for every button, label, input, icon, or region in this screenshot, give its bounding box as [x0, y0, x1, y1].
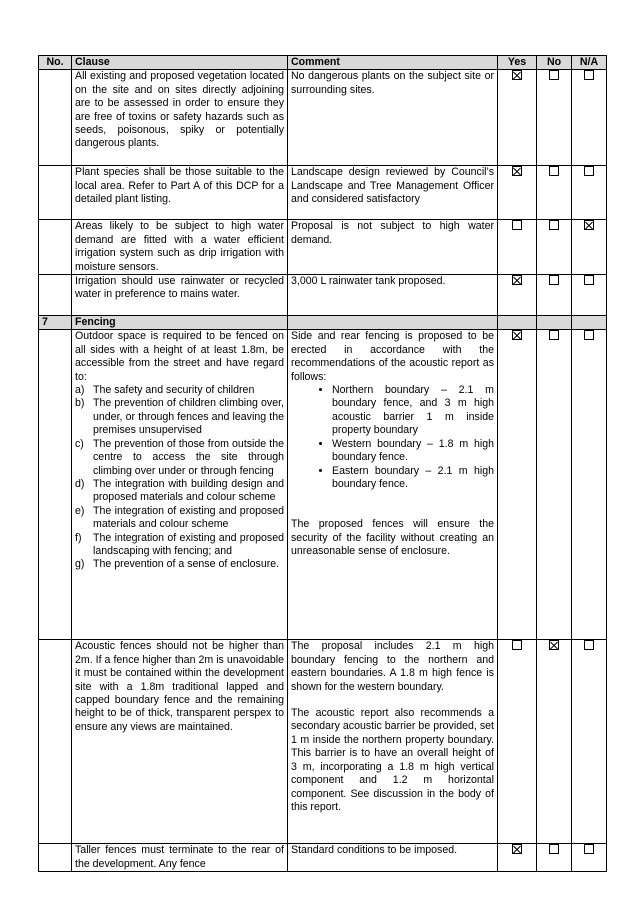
row-number [39, 166, 72, 220]
table-row [39, 330, 607, 640]
no-cell [537, 330, 572, 640]
comment-intro: Side and rear fencing is proposed to be erected in accordance with the recommendations of the acoustic report as follows: [291, 330, 494, 383]
list-item: d) The integration with building design and proposed materials and colour scheme [75, 477, 284, 504]
no-checkbox[interactable] [549, 844, 559, 854]
na-cell [572, 275, 607, 316]
yes-cell [498, 220, 537, 275]
list-item: • Western boundary – 1.8 m high boundary fence. [332, 438, 494, 465]
comment-paragraph: The proposal includes 2.1 m high boundary fencing to the northern and eastern boundaries. A 1.8 m high fence is shown for the western boundary. [291, 640, 494, 693]
row-number [39, 275, 72, 316]
table-row [39, 166, 607, 220]
na-cell [572, 166, 607, 220]
na-checkbox[interactable] [584, 844, 594, 854]
clause-cell: Areas likely to be subject to high water demand are fitted with a water efficient irrigation system such as drip irrigation with moisture sensors. [72, 220, 288, 275]
yes-checkbox[interactable] [512, 166, 522, 176]
yes-cell [498, 70, 537, 166]
yes-cell [498, 275, 537, 316]
clause-intro: Outdoor space is required to be fenced on all sides with a height of at least 1.8m, be accessible from the street and have regard to: [75, 330, 284, 383]
section-row [39, 316, 607, 330]
clause-cell: Plant species shall be those suitable to the local area. Refer to Part A of this DCP for a detailed plant listing. [72, 166, 288, 220]
no-cell [537, 640, 572, 844]
na-checkbox[interactable] [584, 640, 594, 650]
table-row [39, 220, 607, 275]
row-number [39, 70, 72, 166]
yes-cell [498, 844, 537, 872]
na-cell [572, 640, 607, 844]
table-row [39, 275, 607, 316]
no-cell [537, 844, 572, 872]
clause-cell: Irrigation should use rainwater or recycled water in preference to mains water. [72, 275, 288, 316]
yes-checkbox[interactable] [512, 330, 522, 340]
row-number [39, 330, 72, 640]
header-yes: Yes [498, 56, 537, 70]
na-checkbox[interactable] [584, 220, 594, 230]
yes-cell [498, 166, 537, 220]
clause-cell: All existing and proposed vegetation located on the site and on sites directly adjoining are to be assessed in order to ensure they are free of toxins or safety hazards such as seeds, poisonous, spiky or potentially dangerous plants. [72, 70, 288, 166]
na-checkbox[interactable] [584, 166, 594, 176]
no-cell [537, 220, 572, 275]
header-clause: Clause [72, 56, 288, 70]
clause-cell: Acoustic fences should not be higher than 2m. If a fence higher than 2m is unavoidable it must be contained within the development site with a 1.8m traditional lapped and capped boundary fence and the remaining height to be of thick, transparent perspex to ensure any views are maintained. [72, 640, 288, 844]
compliance-table [38, 55, 607, 872]
comment-bullets [291, 384, 494, 491]
section-number: 7 [39, 316, 72, 330]
table-row [39, 70, 607, 166]
header-na: N/A [572, 56, 607, 70]
header-row [39, 56, 607, 70]
na-checkbox[interactable] [584, 70, 594, 80]
na-cell [572, 220, 607, 275]
row-number [39, 220, 72, 275]
no-cell [537, 70, 572, 166]
table-row [39, 844, 607, 872]
comment-paragraph: The acoustic report also recommends a secondary acoustic barrier be provided, set 1 m inside the northern property boundary. This barrier is to have an overall height of 3 m, incorporating a 1.8 m high vertical component and 1.2 m horizontal component. See discussion in the body of this report. [291, 707, 494, 813]
no-cell [537, 166, 572, 220]
comment-cell [288, 640, 498, 844]
comment-cell: Landscape design reviewed by Council’s Landscape and Tree Management Officer and considered satisfactory [288, 166, 498, 220]
list-item: • Northern boundary – 2.1 m boundary fence, and 3 m high acoustic barrier 1 m inside property boundary [332, 384, 494, 438]
clause-list [75, 384, 284, 572]
row-number [39, 844, 72, 872]
no-checkbox[interactable] [549, 220, 559, 230]
header-no: No. [39, 56, 72, 70]
no-checkbox[interactable] [549, 166, 559, 176]
list-item: f) The integration of existing and proposed landscaping with fencing; and [75, 531, 284, 557]
no-checkbox[interactable] [549, 330, 559, 340]
comment-cell: Standard conditions to be imposed. [288, 844, 498, 872]
yes-cell [498, 640, 537, 844]
yes-checkbox[interactable] [512, 640, 522, 650]
header-no-col: No [537, 56, 572, 70]
yes-cell [498, 330, 537, 640]
row-number [39, 640, 72, 844]
list-item: a) The safety and security of children [75, 384, 255, 397]
list-item: • Eastern boundary – 2.1 m high boundary fence. [332, 465, 494, 492]
no-checkbox[interactable] [549, 640, 559, 650]
na-checkbox[interactable] [584, 275, 594, 285]
no-cell [537, 275, 572, 316]
yes-checkbox[interactable] [512, 844, 522, 854]
list-item: e) The integration of existing and proposed materials and colour scheme [75, 504, 284, 531]
clause-cell [72, 330, 288, 640]
comment-cell: No dangerous plants on the subject site or surrounding sites. [288, 70, 498, 166]
comment-cell: Proposal is not subject to high water demand. [288, 220, 498, 275]
na-cell [572, 70, 607, 166]
clause-cell: Taller fences must terminate to the rear of the development. Any fence [72, 844, 288, 872]
comment-cell: 3,000 L rainwater tank proposed. [288, 275, 498, 316]
table-row [39, 640, 607, 844]
section-title: Fencing [72, 316, 288, 330]
yes-checkbox[interactable] [512, 70, 522, 80]
list-item: g) The prevention of a sense of enclosure. [75, 558, 280, 571]
list-item: b) The prevention of children climbing over, under, or through fences and leaving the premises unsupervised [75, 397, 284, 437]
list-item: c) The prevention of those from outside the centre to access the site through climbing over under or through fencing [75, 437, 284, 477]
no-checkbox[interactable] [549, 275, 559, 285]
comment-cell [288, 330, 498, 640]
yes-checkbox[interactable] [512, 220, 522, 230]
comment-outro: The proposed fences will ensure the security of the facility without creating an unreasonable sense of enclosure. [291, 518, 494, 558]
no-checkbox[interactable] [549, 70, 559, 80]
header-comment: Comment [288, 56, 498, 70]
na-checkbox[interactable] [584, 330, 594, 340]
yes-checkbox[interactable] [512, 275, 522, 285]
na-cell [572, 330, 607, 640]
na-cell [572, 844, 607, 872]
